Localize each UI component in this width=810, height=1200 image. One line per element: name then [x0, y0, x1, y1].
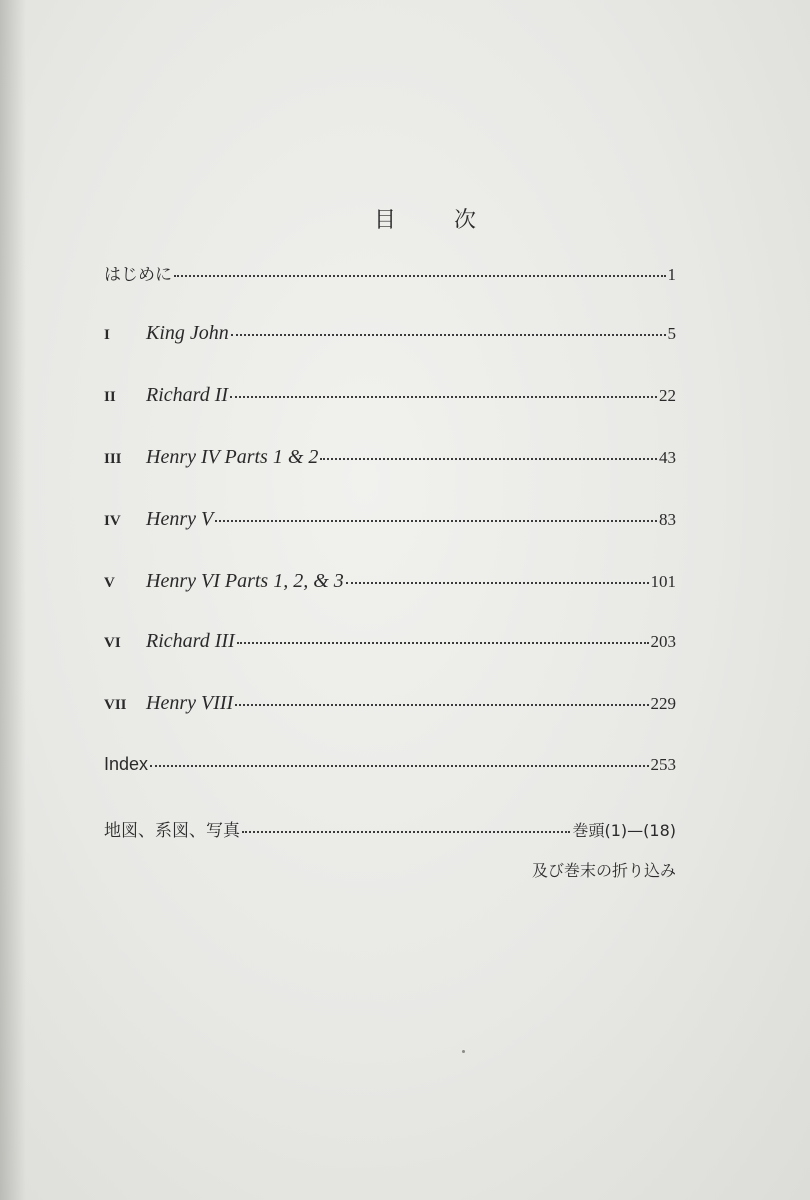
toc-label: Richard II: [146, 384, 229, 406]
toc-entry-henry-v: [104, 508, 676, 538]
chapter-number: V: [104, 575, 115, 591]
toc-entry-henry-viii: [104, 692, 676, 722]
toc-page-number: 22: [659, 386, 676, 405]
toc-page-number: 巻頭(1)—(18): [572, 821, 676, 840]
dot-leader: [174, 266, 666, 280]
toc-label: Index: [104, 754, 149, 774]
toc-label: King John: [146, 322, 229, 344]
toc-entry-henry-vi: [104, 570, 676, 600]
toc-page-number: 203: [650, 632, 676, 651]
title-char-1: 目: [373, 208, 396, 233]
chapter-number: I: [104, 327, 110, 343]
toc-entry-richard-ii: [104, 384, 676, 414]
toc-label: Henry V: [146, 508, 214, 530]
toc-label: 地図、系図、写真: [104, 821, 240, 841]
toc-page-number: 83: [659, 510, 676, 529]
toc-entry-henry-iv: [104, 446, 676, 476]
chapter-number: III: [104, 451, 122, 467]
toc-page-number: 1: [667, 265, 676, 284]
dot-leader: [346, 573, 649, 587]
toc-label: はじめに: [104, 265, 172, 285]
chapter-number: IV: [104, 513, 121, 529]
toc-entry-richard-iii: [104, 630, 676, 660]
toc-page-number: 5: [667, 324, 676, 343]
toc-page-number: 229: [650, 694, 676, 713]
paper-speck: [462, 1050, 465, 1053]
dot-leader: [235, 695, 648, 709]
toc-subnote: 及び巻末の折り込み: [531, 861, 676, 880]
toc-page-number: 43: [659, 448, 676, 467]
toc-entry-preface: [104, 260, 676, 290]
toc-page-number: 101: [650, 572, 676, 591]
gutter-shadow: [0, 0, 26, 1200]
dot-leader: [231, 325, 666, 339]
chapter-number: VI: [104, 635, 121, 651]
toc-entry-king-john: [104, 322, 676, 352]
toc-label: Henry VIII: [146, 692, 234, 714]
dot-leader: [242, 822, 570, 836]
toc-entry-maps: [104, 816, 676, 846]
chapter-number: II: [104, 389, 116, 405]
dot-leader: [320, 449, 657, 463]
page-title: [20, 203, 810, 234]
title-char-2: 次: [454, 208, 477, 233]
dot-leader: [150, 756, 648, 770]
toc-label: Henry IV Parts 1 & 2: [146, 446, 319, 468]
chapter-number: VII: [104, 697, 127, 713]
toc-entry-index: [104, 754, 676, 784]
toc-label: Richard III: [146, 630, 235, 652]
toc-page-number: 253: [650, 755, 676, 774]
dot-leader: [237, 633, 649, 647]
dot-leader: [230, 387, 657, 401]
toc-label: Henry VI Parts 1, 2, & 3: [146, 570, 344, 592]
dot-leader: [215, 511, 657, 525]
